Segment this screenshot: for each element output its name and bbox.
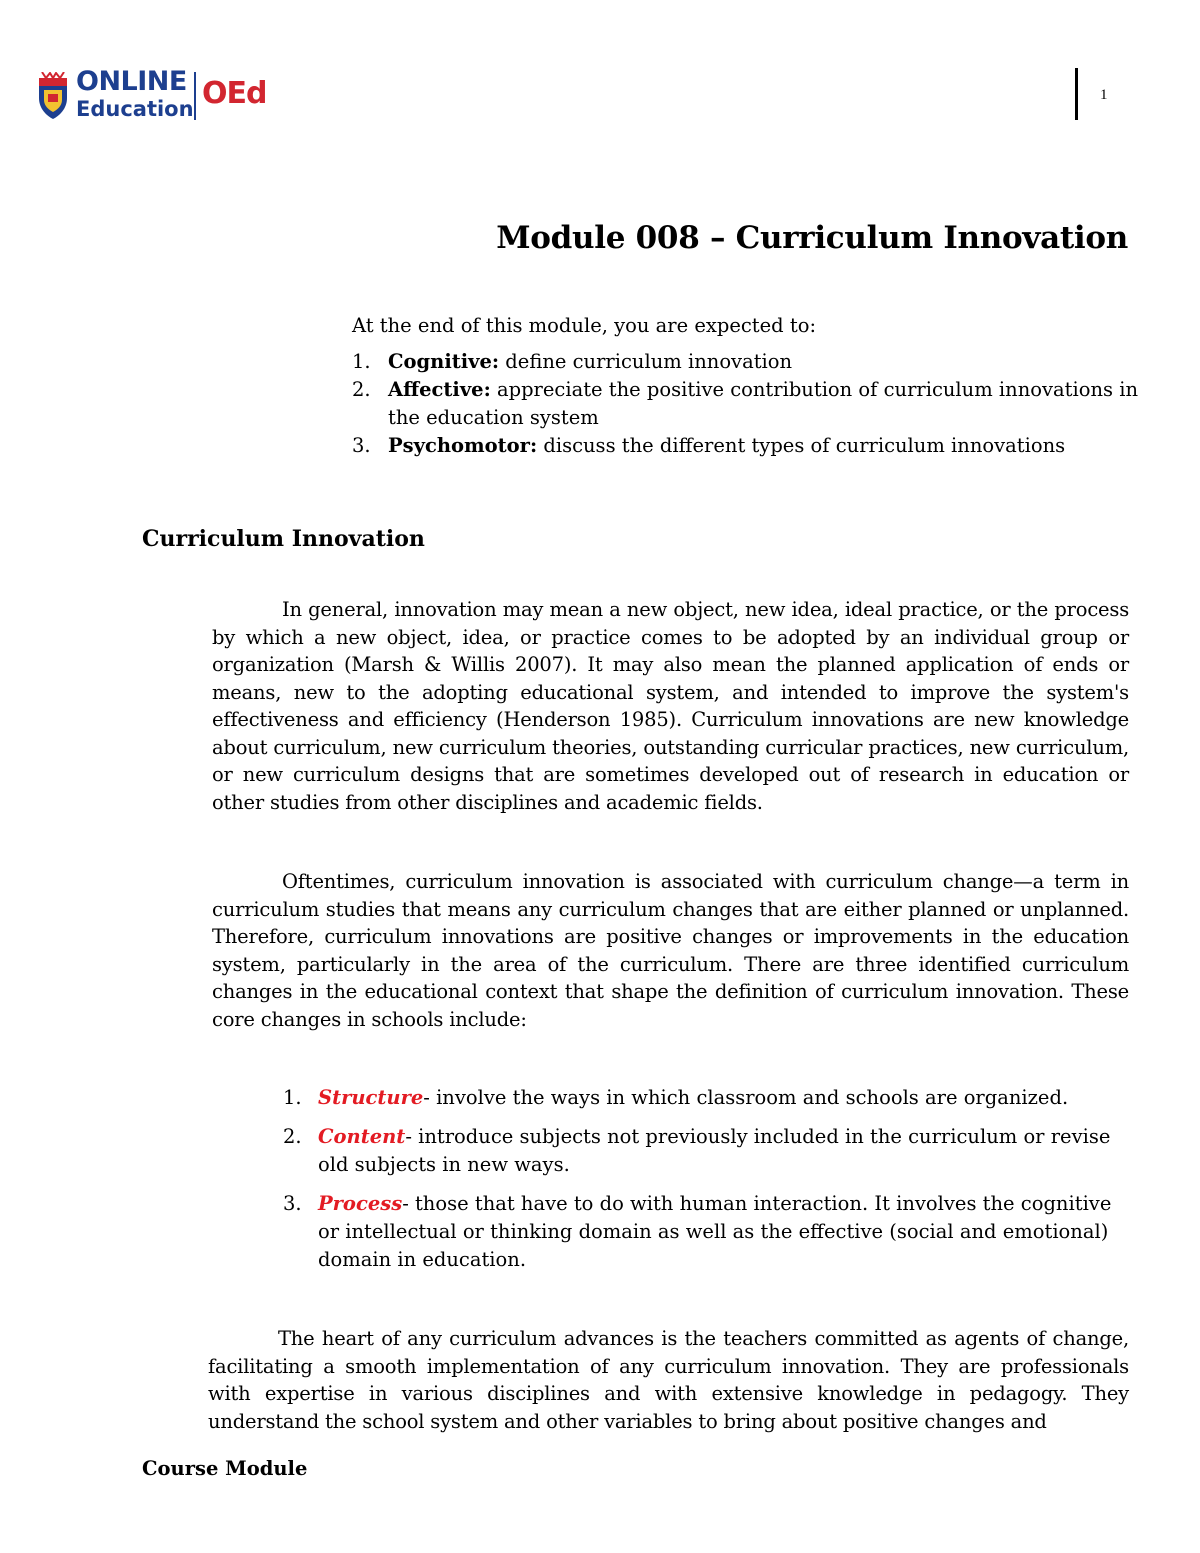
- objective-text: define curriculum innovation: [499, 350, 793, 373]
- paragraph-definition: In general, innovation may mean a new object, new idea, ideal practice, or the process by which a new object, idea, or practice comes to be adopted by an individual group or organization (Marsh & Willis 2007). It may also mean the planned application of ends or means, new to the adopting educational system, and intended to improve the system's effectiveness and efficiency (Henderson 1985). Curriculum innovations are new knowledge about curriculum, new curriculum theories, outstanding curricular practices, new curriculum, or new curriculum designs that are sometimes developed out of research in education or other studies from other disciplines and academic fields.: [212, 598, 1129, 814]
- module-title: Module 008 – Curriculum Innovation: [496, 220, 1128, 256]
- page-number: 1: [1100, 87, 1108, 103]
- change-term: Structure: [318, 1086, 424, 1109]
- change-text: - those that have to do with human interaction. It involves the cognitive or intellectual or thinking domain as well as the effective (social and emotional) domain in education.: [318, 1192, 1112, 1271]
- objectives-list: [352, 348, 1142, 460]
- section-heading: Curriculum Innovation: [142, 526, 425, 552]
- objective-label: Psychomotor:: [388, 434, 538, 457]
- list-number: 3.: [352, 434, 371, 457]
- objectives-intro: At the end of this module, you are expected to:: [352, 314, 817, 337]
- paragraph-teachers: The heart of any curriculum advances is the teachers committed as agents of change, facilitating a smooth implementation of any curriculum innovation. They are professionals with expertise in various disciplines and with extensive knowledge in pedagogy. They understand the school system and other variables to bring about positive changes and: [208, 1327, 1129, 1433]
- list-item: [352, 432, 1142, 460]
- list-item: [283, 1123, 1133, 1179]
- footer-course-module: Course Module: [142, 1457, 308, 1480]
- list-number: 3.: [283, 1192, 302, 1215]
- logo-online-text: ONLINE: [76, 66, 187, 97]
- change-term: Process: [318, 1192, 403, 1215]
- objective-label: Affective:: [388, 378, 491, 401]
- list-number: 2.: [283, 1125, 302, 1148]
- shield-icon: [36, 72, 70, 120]
- list-number: 1.: [352, 350, 371, 373]
- objective-text: discuss the different types of curriculum innovations: [537, 434, 1066, 457]
- logo-oed-text: OEd: [202, 76, 267, 111]
- objective-text: appreciate the positive contribution of curriculum innovations in the education system: [388, 378, 1139, 429]
- logo-divider: [194, 72, 196, 120]
- page-number-rule: [1075, 68, 1078, 120]
- list-item: [352, 348, 1142, 376]
- list-item: [352, 376, 1142, 432]
- paragraph-curriculum-change: Oftentimes, curriculum innovation is associated with curriculum change—a term in curriculum studies that means any curriculum changes that are either planned or unplanned. Therefore, curriculum innovations are positive changes or improvements in the education system, particularly in the area of the curriculum. There are three identified curriculum changes in the educational context that shape the definition of curriculum innovation. These core changes in schools include:: [212, 870, 1129, 1031]
- list-number: 1.: [283, 1086, 302, 1109]
- logo-education-text: Education: [76, 97, 194, 121]
- list-item: [283, 1190, 1133, 1274]
- core-changes-list: [283, 1084, 1133, 1285]
- change-text: - involve the ways in which classroom and schools are organized.: [423, 1086, 1069, 1109]
- list-item: [283, 1084, 1133, 1112]
- change-text: - introduce subjects not previously included in the curriculum or revise old subjects in new ways.: [318, 1125, 1111, 1176]
- online-education-logo: [36, 66, 276, 126]
- change-term: Content: [318, 1125, 406, 1148]
- learning-objectives: [352, 312, 1142, 460]
- list-number: 2.: [352, 378, 371, 401]
- objective-label: Cognitive:: [388, 350, 500, 373]
